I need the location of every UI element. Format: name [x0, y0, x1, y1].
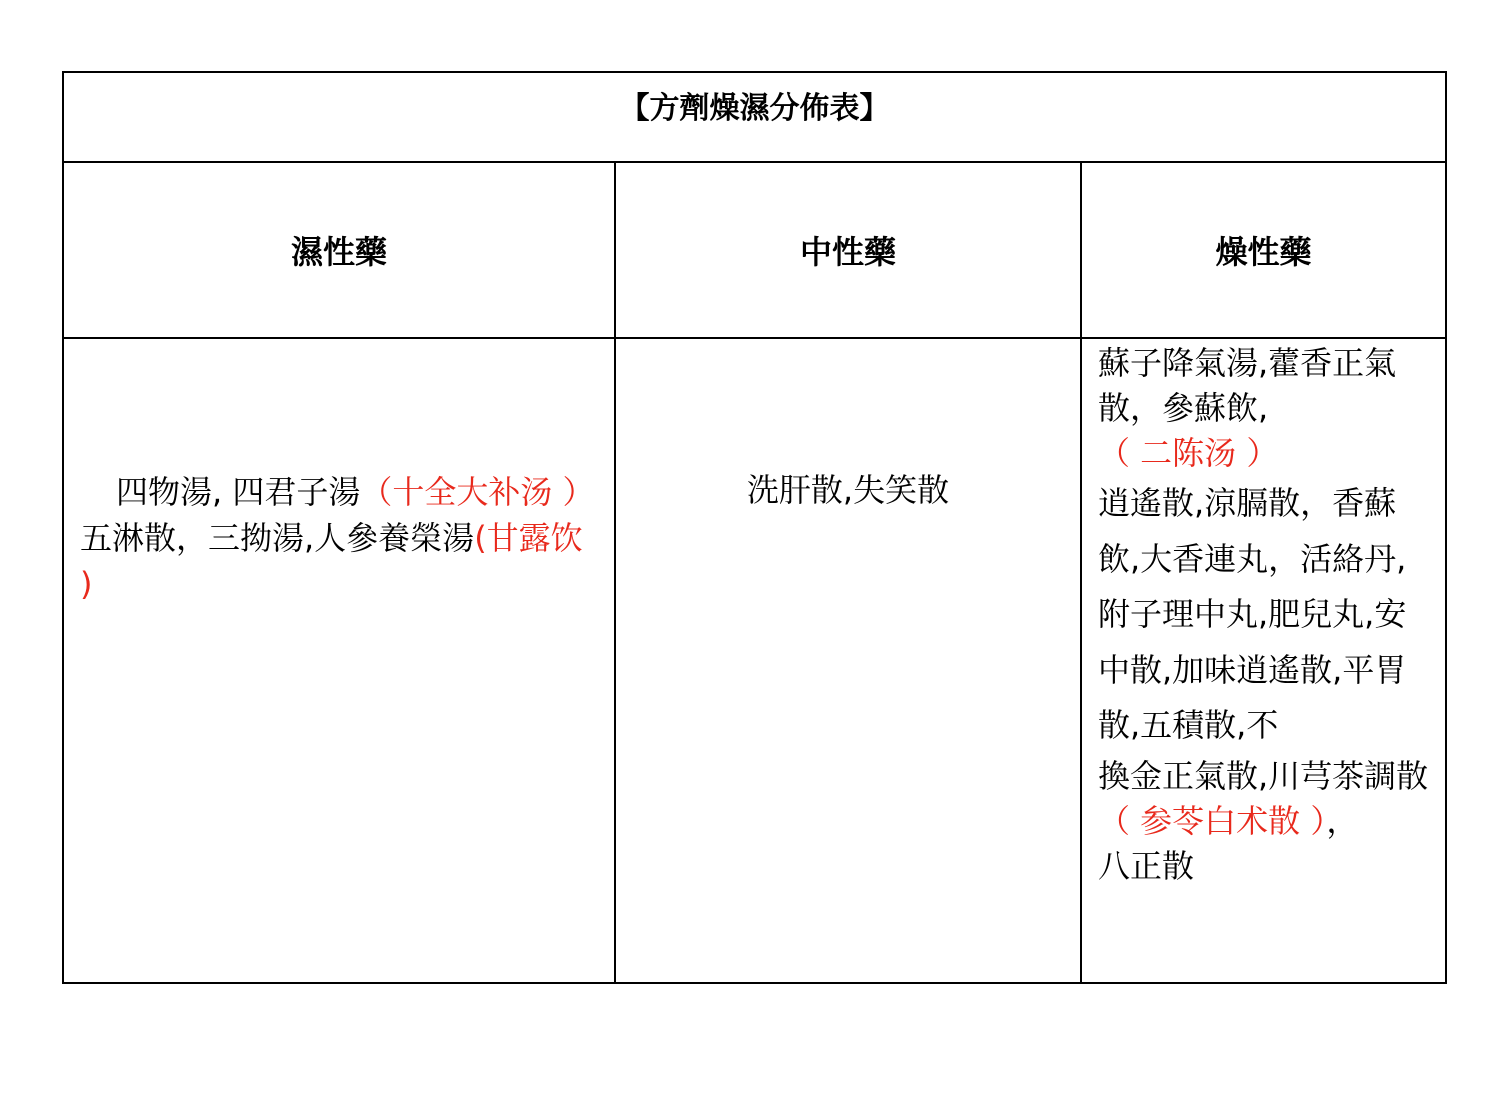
- header-dry: 燥性藥: [1081, 162, 1446, 338]
- dryness-wetness-table: [62, 71, 1447, 984]
- dry-para-4-text: 八正散: [1098, 846, 1195, 885]
- wet-line-2-note: (甘露饮 ): [80, 519, 583, 603]
- header-row: [63, 162, 1446, 338]
- wet-line-2: [80, 515, 600, 607]
- dry-para-4: [1098, 844, 1435, 889]
- dry-para-3: [1098, 754, 1435, 844]
- dry-para-1: [1098, 341, 1435, 476]
- wet-line-1-text: 四物湯, 四君子湯: [116, 473, 361, 511]
- dry-para-3-note: （ 参苓白术散 ）: [1098, 801, 1327, 840]
- header-neutral: 中性藥: [615, 162, 1081, 338]
- dry-para-3-text: 換金正氣散,川芎茶調散: [1098, 756, 1429, 795]
- dry-para-2-text: 逍遙散,涼膈散，香蘇飲,大香連丸，活絡丹,附子理中丸,肥兒丸,安中散,加味逍遙散,平胃散,五積散,不: [1098, 484, 1407, 744]
- neutral-text: 洗肝散,失笑散: [746, 471, 950, 509]
- neutral-medicines-cell: [615, 338, 1081, 983]
- wet-line-1: [80, 469, 600, 515]
- body-row: [63, 338, 1446, 983]
- table-title: 【方劑燥濕分佈表】: [63, 72, 1446, 162]
- dry-para-1-text: 蘇子降氣湯,藿香正氣散，參蘇飲,: [1098, 344, 1397, 427]
- wet-line-1-note: （十全大补汤 ）: [360, 473, 595, 511]
- wet-medicines-cell: [63, 338, 615, 983]
- wet-line-2-text: 五淋散，三拗湯,人參養榮湯: [80, 519, 475, 557]
- dry-medicines-cell: [1081, 338, 1446, 983]
- dry-para-2: [1098, 476, 1435, 754]
- dry-para-3-comma: ，: [1326, 801, 1359, 840]
- formula-table: [62, 71, 1445, 982]
- dry-para-1-note: （ 二陈汤 ）: [1098, 434, 1279, 472]
- header-wet: 濕性藥: [63, 162, 615, 338]
- title-row: [63, 72, 1446, 162]
